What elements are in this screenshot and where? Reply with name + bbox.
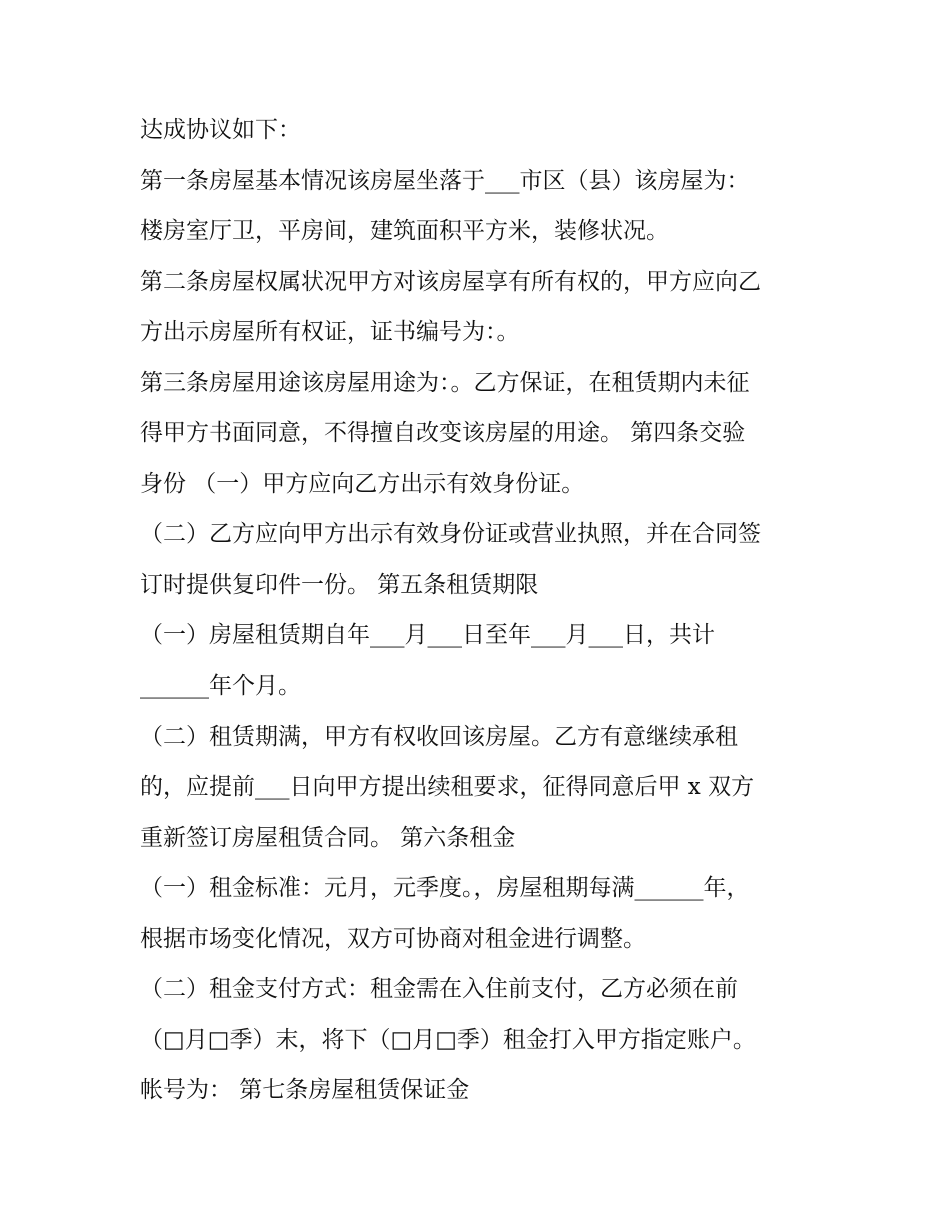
text-line-article-3-cont: 得甲方书面同意，不得擅自改变该房屋的用途。 第四条交验 [140, 420, 746, 446]
text-line-article-2: 第二条房屋权属状况甲方对该房屋享有所有权的，甲方应向乙 [140, 269, 761, 295]
text-line-article-6-item-2-cont: （□月□季）末，将下（□月□季）租金打入甲方指定账户。 [140, 1027, 756, 1053]
text-line-article-5-item-2-cont: 的，应提前___日向甲方提出续租要求，征得同意后甲 x 双方 [140, 774, 755, 800]
text-line-article-7: 帐号为： 第七条房屋租赁保证金 [140, 1077, 470, 1103]
text-line-article-1: 第一条房屋基本情况该房屋坐落于___市区（县）该房屋为： [140, 168, 750, 194]
text-line-article-2-cont: 方出示房屋所有权证，证书编号为：。 [140, 319, 520, 345]
text-line-article-6-item-1: （一）租金标准：元月，元季度。，房屋租期每满______年， [140, 875, 750, 901]
text-line-article-5-item-2: （二）租赁期满，甲方有权收回该房屋。乙方有意继续承租 [140, 724, 738, 750]
text-line-article-6: 重新签订房屋租赁合同。 第六条租金 [140, 825, 516, 851]
text-line-article-4-item-1: 身份 （一）甲方应向乙方出示有效身份证。 [140, 471, 585, 497]
text-line-article-3: 第三条房屋用途该房屋用途为：。乙方保证，在租赁期内未征 [140, 370, 750, 396]
text-line-article-1-cont: 楼房室厅卫，平房间，建筑面积平方米，装修状况。 [140, 218, 669, 244]
text-line-article-5: 订时提供复印件一份。 第五条租赁期限 [140, 572, 539, 598]
text-line-article-6-item-1-cont: 根据市场变化情况，双方可协商对租金进行调整。 [140, 926, 646, 952]
text-line-article-6-item-2: （二）租金支付方式：租金需在入住前支付，乙方必须在前 [140, 976, 738, 1002]
text-line-article-5-item-1-cont: ______年个月。 [140, 673, 301, 699]
text-line-article-4-item-2: （二）乙方应向甲方出示有效身份证或营业执照，并在合同签 [140, 521, 761, 547]
text-line-agreement-intro: 达成协议如下： [140, 117, 301, 143]
text-line-article-5-item-1: （一）房屋租赁期自年___月___日至年___月___日，共计 [140, 622, 715, 648]
